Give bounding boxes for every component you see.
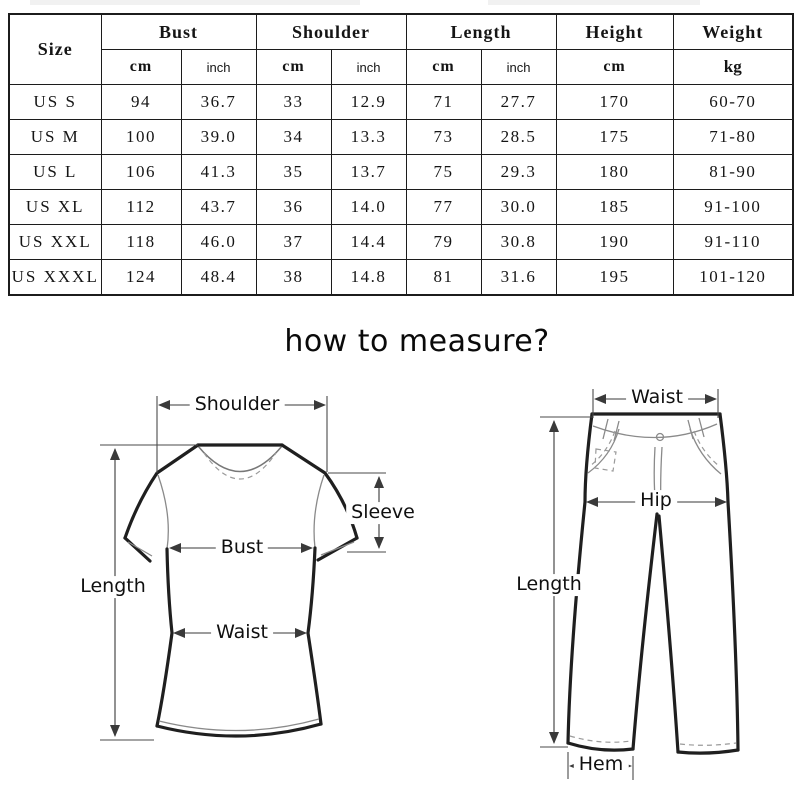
tshirt-collar-stitch — [204, 453, 276, 479]
cell-bust-inch: 41.3 — [181, 155, 256, 190]
tshirt-drawing — [125, 445, 357, 736]
tshirt-collar-front — [198, 446, 282, 472]
table-row — [9, 225, 793, 260]
cell-weight-kg: 101-120 — [673, 260, 793, 296]
pants-waistband-seam — [593, 424, 717, 438]
col-header-shoulder: Shoulder — [256, 14, 406, 50]
cell-weight-kg: 60-70 — [673, 85, 793, 120]
pants-left-inseam — [633, 514, 657, 749]
col-header-size: Size — [9, 14, 101, 85]
cell-bust-inch: 36.7 — [181, 85, 256, 120]
cell-length-cm: 77 — [406, 190, 481, 225]
tshirt-right-armhole-seam — [314, 475, 324, 548]
cell-height-cm: 190 — [556, 225, 673, 260]
tshirt-measure-lines — [100, 396, 386, 740]
cell-height-cm: 195 — [556, 260, 673, 296]
cell-size: US L — [9, 155, 101, 190]
sleeve-label: Sleeve — [346, 502, 420, 524]
bust-label: Bust — [216, 537, 268, 559]
tshirt-right-cuff-seam — [321, 542, 354, 555]
cell-shoulder-inch: 13.3 — [331, 120, 406, 155]
unit-header-shoulder-cm: cm — [256, 50, 331, 85]
cell-shoulder-inch: 14.4 — [331, 225, 406, 260]
cell-shoulder-inch: 14.0 — [331, 190, 406, 225]
cell-length-cm: 81 — [406, 260, 481, 296]
cell-shoulder-cm: 35 — [256, 155, 331, 190]
cell-bust-inch: 46.0 — [181, 225, 256, 260]
cell-size: US S — [9, 85, 101, 120]
cell-length-cm: 73 — [406, 120, 481, 155]
table-row — [9, 260, 793, 296]
cell-weight-kg: 71-80 — [673, 120, 793, 155]
hip-label: Hip — [635, 490, 677, 512]
scan-artifact — [488, 0, 700, 5]
col-header-length: Length — [406, 14, 556, 50]
cell-bust-cm: 100 — [101, 120, 181, 155]
cell-weight-kg: 81-90 — [673, 155, 793, 190]
cell-weight-kg: 91-110 — [673, 225, 793, 260]
unit-header-length-cm: cm — [406, 50, 481, 85]
cell-length-cm: 79 — [406, 225, 481, 260]
unit-header-bust-inch: inch — [181, 50, 256, 85]
pants-right-inseam — [659, 516, 678, 752]
cell-bust-cm: 106 — [101, 155, 181, 190]
pants-coin-pocket — [595, 449, 616, 471]
pants-right-hem-stitch — [680, 743, 736, 745]
unit-header-height-cm: cm — [556, 50, 673, 85]
pants-right-outer-seam — [720, 414, 738, 750]
cell-length-inch: 30.0 — [481, 190, 556, 225]
cell-bust-cm: 94 — [101, 85, 181, 120]
pants-left-hem-stitch — [570, 736, 631, 742]
shoulder-label: Shoulder — [190, 394, 285, 416]
unit-header-shoulder-inch: inch — [331, 50, 406, 85]
cell-bust-cm: 118 — [101, 225, 181, 260]
cell-size: US M — [9, 120, 101, 155]
cell-length-cm: 75 — [406, 155, 481, 190]
pants-drawing — [568, 414, 738, 753]
tshirt-left-side — [157, 549, 172, 726]
cell-length-inch: 29.3 — [481, 155, 556, 190]
table-header-row — [9, 14, 793, 50]
cell-height-cm: 170 — [556, 85, 673, 120]
cell-height-cm: 180 — [556, 155, 673, 190]
cell-size: US XL — [9, 190, 101, 225]
unit-header-bust-cm: cm — [101, 50, 181, 85]
tshirt-waist-label: Waist — [211, 622, 273, 644]
table-row — [9, 190, 793, 225]
cell-shoulder-inch: 12.9 — [331, 85, 406, 120]
cell-length-inch: 30.8 — [481, 225, 556, 260]
cell-length-inch: 31.6 — [481, 260, 556, 296]
tshirt-right-side — [308, 548, 321, 724]
pants-left-leg-hem — [568, 743, 633, 750]
cell-length-cm: 71 — [406, 85, 481, 120]
table-unit-row — [9, 50, 793, 85]
cell-shoulder-inch: 13.7 — [331, 155, 406, 190]
cell-weight-kg: 91-100 — [673, 190, 793, 225]
scan-artifact — [30, 0, 360, 5]
cell-bust-inch: 48.4 — [181, 260, 256, 296]
col-header-height: Height — [556, 14, 673, 50]
col-header-bust: Bust — [101, 14, 256, 50]
pants-right-leg-hem — [678, 750, 738, 753]
table-row — [9, 120, 793, 155]
cell-shoulder-inch: 14.8 — [331, 260, 406, 296]
cell-size: US XXL — [9, 225, 101, 260]
cell-bust-inch: 39.0 — [181, 120, 256, 155]
pants-right-pocket-stitch — [694, 431, 719, 466]
col-header-weight: Weight — [673, 14, 793, 50]
cell-shoulder-cm: 34 — [256, 120, 331, 155]
cell-length-inch: 28.5 — [481, 120, 556, 155]
cell-bust-cm: 124 — [101, 260, 181, 296]
cell-size: US XXXL — [9, 260, 101, 296]
cell-bust-cm: 112 — [101, 190, 181, 225]
pants-waist-label: Waist — [626, 387, 688, 409]
hem-label: Hem — [574, 754, 629, 776]
tshirt-left-armhole-seam — [158, 475, 168, 549]
pants-length-label: Length — [511, 574, 587, 596]
unit-header-weight-kg: kg — [673, 50, 793, 85]
cell-shoulder-cm: 37 — [256, 225, 331, 260]
cell-height-cm: 185 — [556, 190, 673, 225]
pants-right-pocket — [690, 429, 721, 474]
table-row — [9, 85, 793, 120]
unit-header-length-inch: inch — [481, 50, 556, 85]
cell-height-cm: 175 — [556, 120, 673, 155]
cell-shoulder-cm: 36 — [256, 190, 331, 225]
table-row — [9, 155, 793, 190]
tshirt-left-cuff — [125, 538, 150, 561]
cell-shoulder-cm: 33 — [256, 85, 331, 120]
size-chart-table — [8, 13, 794, 296]
tshirt-left-shoulder-sleeve — [125, 445, 198, 538]
tshirt-length-label: Length — [75, 576, 151, 598]
cell-shoulder-cm: 38 — [256, 260, 331, 296]
how-to-measure-title: how to measure? — [284, 324, 550, 359]
cell-length-inch: 27.7 — [481, 85, 556, 120]
cell-bust-inch: 43.7 — [181, 190, 256, 225]
